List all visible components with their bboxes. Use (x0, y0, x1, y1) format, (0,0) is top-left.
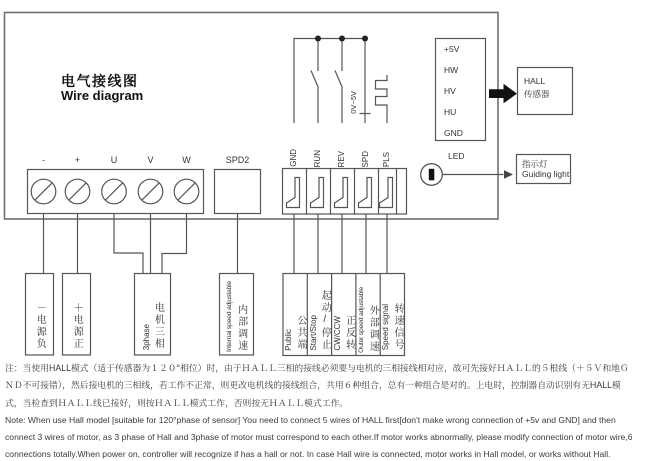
power-terminal-block (28, 170, 204, 214)
label-outer-speed: Outer speed adjustable 外部调速 (357, 286, 379, 353)
hall-port-label-hv: HV (444, 86, 456, 96)
signal-connector (283, 169, 407, 215)
terminal-label-u: U (110, 155, 118, 165)
connector-pin-glyphs (287, 178, 393, 208)
label-public: Public 公共端 (284, 314, 306, 351)
note-en-line1: Note: When use Hall model [suitable for 120°phase of sensor] You need to connect 5 wires of HALL first[don't make wrong connection of +5v and GND] and then (5, 414, 616, 425)
spd2-terminal-box (215, 170, 261, 214)
hall-arrow-icon (489, 84, 517, 104)
hall-port-label-gnd: GND (444, 128, 463, 138)
label-power-negative: －电源负 (34, 302, 46, 350)
hall-port-label-hw: HW (444, 65, 459, 75)
bottom-wires (44, 214, 388, 274)
terminal-label-positive: + (74, 155, 81, 165)
note-en-line3: connections totally.When power on, controller will recognize if has a hall or not. In case Hall wire is connected, motor works in Hall model, or works without Hall. (5, 449, 611, 460)
led-label: LED (448, 151, 465, 161)
note-zh-line3: 式，当检查到ＨＡＬＬ线已接好，则按ＨＡＬＬ模式工作，否则按无ＨＡＬＬ模式工作。 (5, 397, 349, 408)
signal-input-circuit (294, 39, 387, 124)
pin-label-rev: REV (337, 150, 347, 167)
hall-port-label-hu: HU (444, 107, 457, 117)
spd-voltage-range-label: 0V~5V (348, 91, 358, 114)
page-subtitle: Wire diagram (61, 88, 144, 103)
label-start-stop: Start/Stop 起动/停止 (308, 289, 331, 351)
terminal-label-negative: - (42, 155, 45, 165)
page-title: 电气接线图 (61, 73, 139, 89)
label-cw-ccw: CW/CCW 正反转 (332, 314, 355, 351)
controller-border (5, 13, 499, 220)
hall-sensor-label-en: HALL (524, 76, 546, 86)
note-zh-line2: ＮＤ不可接错），然后接电机的三相线，若工作不正常，则更改电机线的接线组合，共用６种组合，总有一种组合是对的。上电时，控制器自动识别有无HALL模 (5, 380, 621, 391)
note-zh-line1: 注：当使用HALL模式（适于传感器为１２０°相位）时，由于ＨＡＬＬ三相的接线必须要与电机的三相接线相对应，故可先接好ＨＡＬＬ的５根线（＋５Ｖ和地Ｇ (5, 363, 629, 373)
guiding-light-label-zh: 指示灯 (522, 159, 548, 169)
led-wire-arrowhead (504, 170, 513, 178)
label-speed-signal: Speed signal 转速信号 (381, 302, 404, 351)
pin-label-pls: PLS (382, 151, 392, 167)
pin-label-gnd: GND (289, 149, 299, 167)
terminal-label-w: W (182, 155, 191, 165)
footer-notes (5, 360, 654, 461)
pulse-signal-icon (376, 75, 388, 123)
hall-port-box (436, 39, 486, 141)
terminal-label-v: V (147, 155, 154, 165)
led-indicator-icon (421, 164, 513, 186)
label-power-positive: ＋电源正 (71, 302, 83, 350)
hall-sensor-label-zh: 传感器 (524, 89, 550, 99)
hall-port-label-5v: +5V (444, 43, 460, 54)
note-en-line2: connect 3 wires of motor, as 3 phase of Hall and 3phase of motor must correspond to each other.If motor works abnormally, please modify connection of motor wire,6 (5, 432, 633, 443)
pin-label-spd: SPD (361, 150, 371, 167)
pin-label-run: RUN (313, 149, 323, 167)
terminal-label-spd2: SPD2 (225, 155, 250, 165)
guiding-light-label-en: Guiding light (522, 169, 570, 179)
label-internal-speed: Internal speed adjustable 内部调速 (226, 281, 247, 352)
label-motor-3phase: 3phase 电机三相 (141, 302, 164, 350)
